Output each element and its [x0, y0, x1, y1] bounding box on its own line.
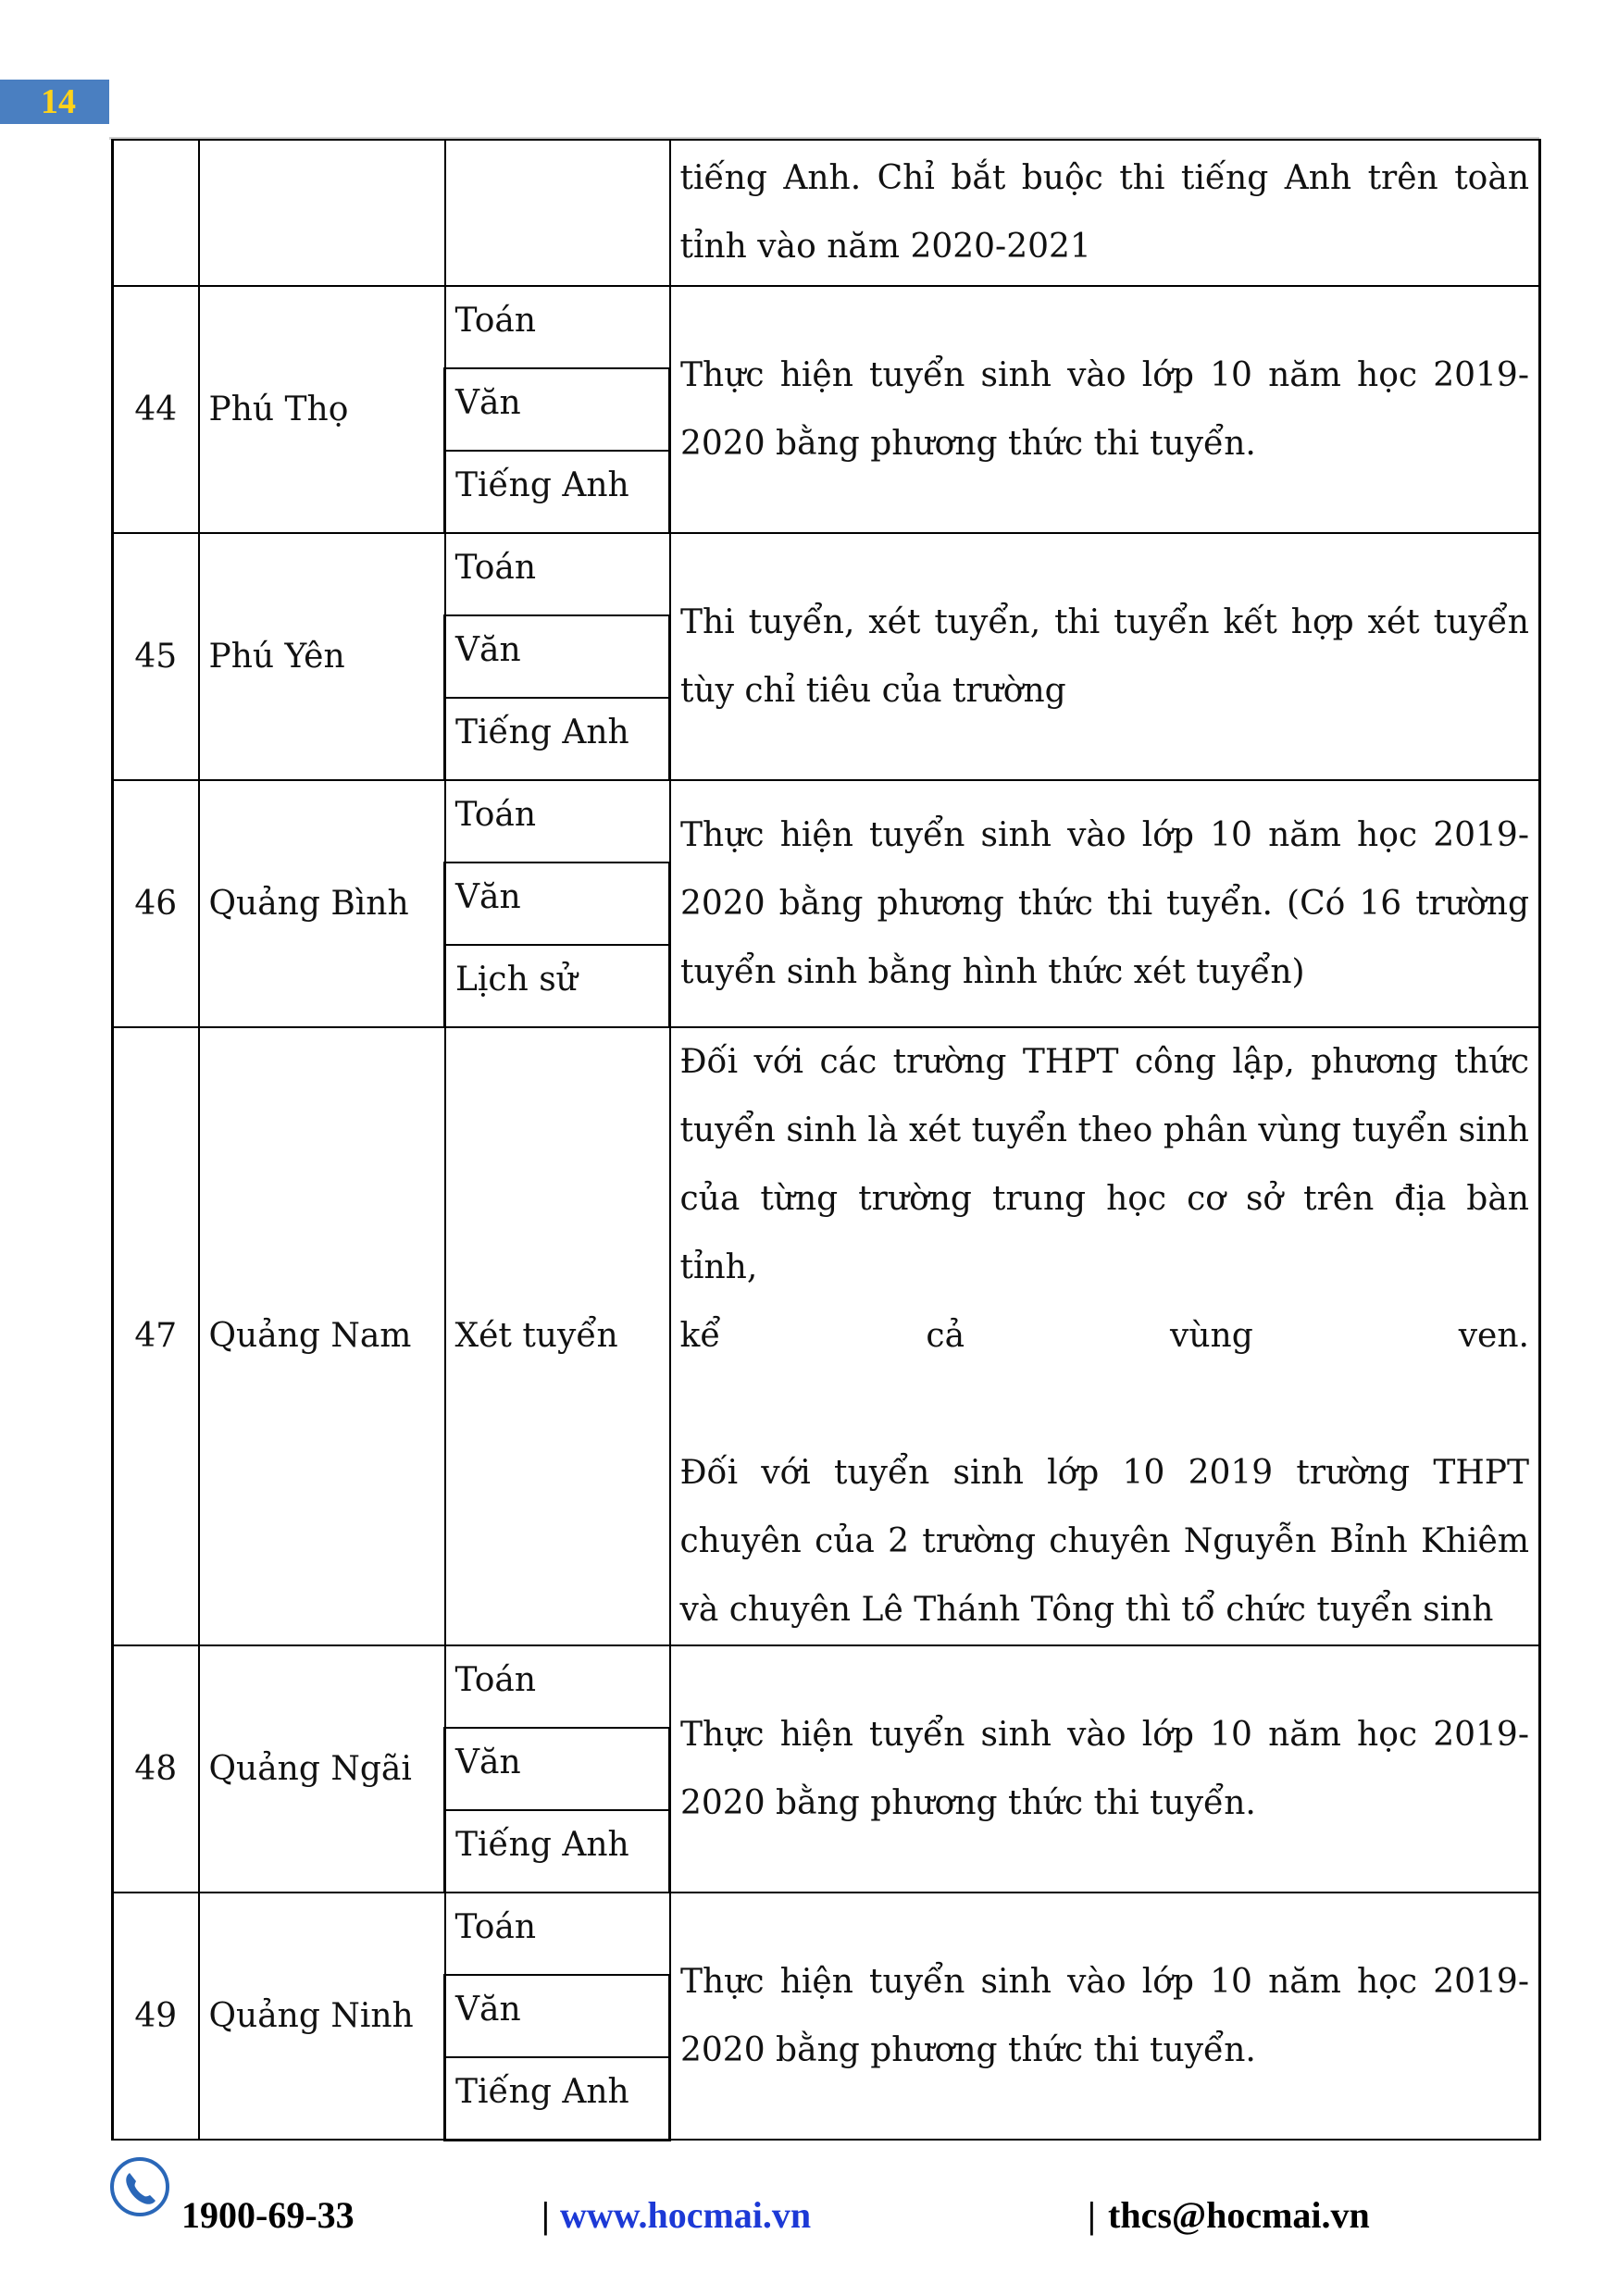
- description-cell: Thực hiện tuyển sinh vào lớp 10 năm học 2019-2020 bằng phương thức thi tuyển.: [670, 1645, 1540, 1893]
- subject-cell: Văn: [445, 615, 670, 698]
- province-cell: Phú Thọ: [199, 286, 445, 533]
- footer-separator: |: [1088, 2194, 1096, 2236]
- subject-cell: Văn: [445, 1975, 670, 2057]
- subject-cell: Tiếng Anh: [445, 451, 670, 533]
- page-number: 14: [0, 80, 109, 124]
- description-cell: Thi tuyển, xét tuyển, thi tuyển kết hợp xét tuyển tùy chỉ tiêu của trường: [670, 533, 1540, 780]
- subject-cell: Tiếng Anh: [445, 2057, 670, 2140]
- subject-cell: Toán: [445, 780, 670, 863]
- number-cell: 45: [113, 533, 199, 780]
- province-cell: Phú Yên: [199, 533, 445, 780]
- province-cell: Quảng Ninh: [199, 1893, 445, 2140]
- subject-cell: Toán: [445, 286, 670, 368]
- description-cell: [670, 1027, 1540, 1645]
- number-cell: 44: [113, 286, 199, 533]
- description-cell: Thực hiện tuyển sinh vào lớp 10 năm học 2019-2020 bằng phương thức thi tuyển.: [670, 1893, 1540, 2140]
- footer-separator: |: [541, 2194, 550, 2236]
- table-row: [113, 1893, 1540, 1975]
- table-row: [113, 533, 1540, 615]
- number-cell: 48: [113, 1645, 199, 1893]
- province-cell: Quảng Ngãi: [199, 1645, 445, 1893]
- province-cell: Quảng Bình: [199, 780, 445, 1027]
- method-cell: Xét tuyển: [445, 1027, 670, 1645]
- subject-cell: Tiếng Anh: [445, 1810, 670, 1893]
- subject-cell: Văn: [445, 368, 670, 451]
- number-cell: [113, 140, 199, 286]
- subject-cell: Toán: [445, 533, 670, 615]
- admission-table: [111, 139, 1541, 2141]
- table-row: [113, 1645, 1540, 1728]
- province-cell: [199, 140, 445, 286]
- description-justified-line: [680, 1302, 1530, 1371]
- description-cell: Thực hiện tuyển sinh vào lớp 10 năm học 2019-2020 bằng phương thức thi tuyển.: [670, 286, 1540, 533]
- phone-icon: [109, 2156, 170, 2217]
- footer-email[interactable]: thcs@hocmai.vn: [1108, 2194, 1370, 2236]
- province-cell: Quảng Nam: [199, 1027, 445, 1645]
- number-cell: 49: [113, 1893, 199, 2140]
- subject-cell: Tiếng Anh: [445, 698, 670, 780]
- word: kể: [679, 1317, 721, 1355]
- subject-cell: Văn: [445, 1728, 670, 1810]
- table-row: [113, 140, 1540, 286]
- footer-website-link[interactable]: www.hocmai.vn: [560, 2194, 812, 2236]
- word: ven.: [1458, 1317, 1529, 1355]
- description-paragraph: Đối với tuyển sinh lớp 10 2019 trường THPT chuyên của 2 trường chuyên Nguyễn Bỉnh Khiêm và chuyên Lê Thánh Tông thì tổ chức tuyển sinh: [679, 1454, 1529, 1629]
- subject-cell: Lịch sử: [445, 945, 670, 1027]
- table-row: [113, 1027, 1540, 1645]
- subject-cell: Toán: [445, 1645, 670, 1728]
- word: cả: [926, 1317, 965, 1355]
- table-row: [113, 286, 1540, 368]
- number-cell: 47: [113, 1027, 199, 1645]
- description-paragraph: Đối với các trường THPT công lập, phương thức tuyển sinh là xét tuyển theo phân vùng tuyển sinh của từng trường trung học cơ sở trên địa bàn tỉnh,: [679, 1043, 1529, 1286]
- subject-cell: Toán: [445, 1893, 670, 1975]
- paragraph-gap: [680, 1371, 1530, 1439]
- description-cell: tiếng Anh. Chỉ bắt buộc thi tiếng Anh trên toàn tỉnh vào năm 2020-2021: [670, 140, 1540, 286]
- page-footer: [0, 2156, 1618, 2240]
- subject-cell: [445, 140, 670, 286]
- number-cell: 46: [113, 780, 199, 1027]
- description-cell: Thực hiện tuyển sinh vào lớp 10 năm học 2019-2020 bằng phương thức thi tuyển. (Có 16 trường tuyển sinh bằng hình thức xét tuyển): [670, 780, 1540, 1027]
- footer-phone: 1900-69-33: [181, 2194, 355, 2236]
- subject-cell: Văn: [445, 863, 670, 945]
- word: vùng: [1170, 1317, 1253, 1355]
- table-row: [113, 780, 1540, 863]
